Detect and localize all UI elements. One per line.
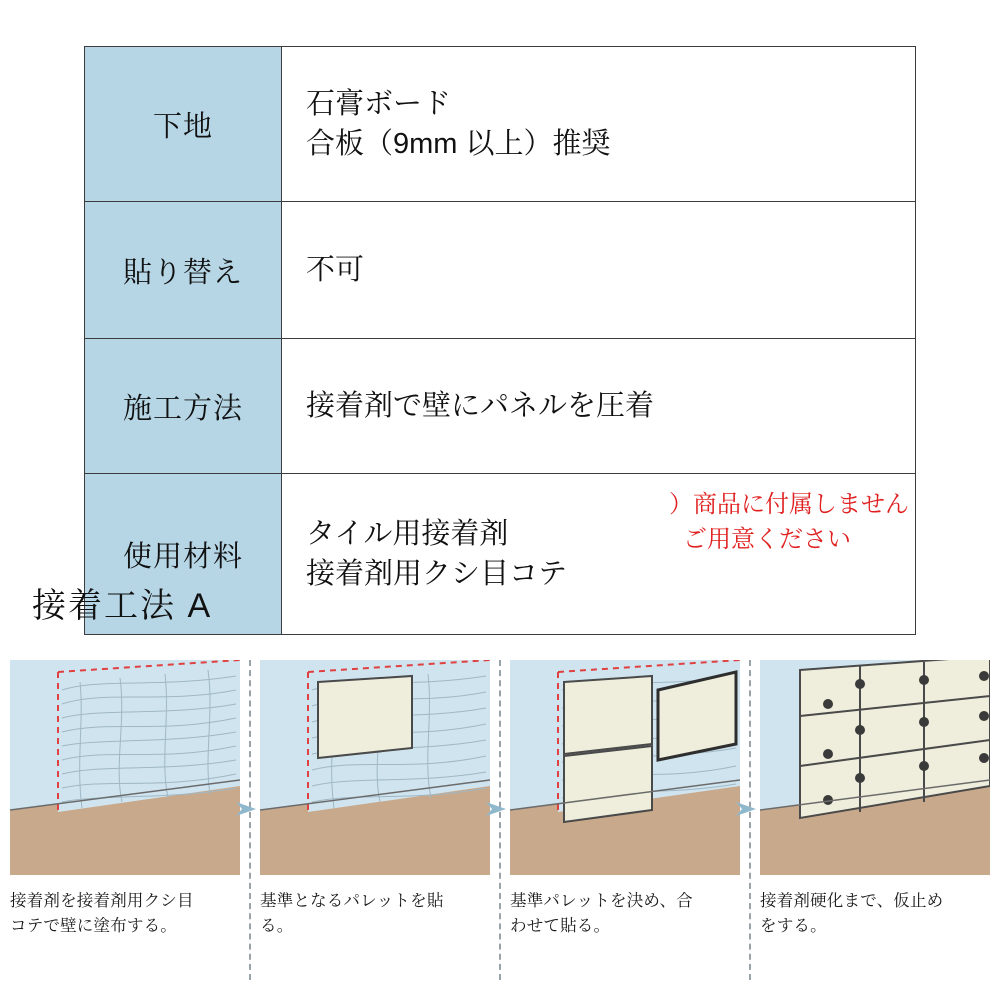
step-divider-2 — [490, 660, 510, 980]
materials-note-line1: ）商品に付属しません — [669, 491, 909, 518]
step-1-caption-line1: 接着剤を接着剤用クシ目 — [10, 892, 194, 910]
step-2-figure — [260, 660, 490, 875]
step-3-caption-line2: わせて貼る。 — [510, 916, 611, 935]
step-2-caption — [260, 889, 490, 939]
value-line: 接着剤用クシ目コテ — [306, 558, 568, 590]
step-4-caption-line2: をする。 — [760, 916, 827, 935]
row-label-substrate: 下地 — [85, 47, 282, 202]
row-value-method — [282, 339, 916, 474]
row-label-method: 施工方法 — [85, 339, 282, 474]
step-1-figure — [10, 660, 240, 875]
step-2-caption-line1: 基準となるパレットを貼 — [260, 892, 444, 910]
row-label-replacement: 貼り替え — [85, 202, 282, 339]
aligning-panels-illustration — [510, 660, 740, 875]
value-line: 合板（9mm 以上）推奨 — [306, 128, 611, 160]
step-4 — [760, 660, 990, 980]
step-divider-1 — [240, 660, 260, 980]
step-4-figure — [760, 660, 990, 875]
steps-strip — [10, 660, 990, 980]
materials-note-line2: ご用意ください — [683, 525, 851, 553]
spec-table — [84, 46, 916, 635]
value-line: 不可 — [306, 253, 365, 286]
section-title: 接着工法 A — [32, 587, 213, 625]
step-4-caption — [760, 889, 990, 939]
step-1-caption-line2: コテで壁に塗布する。 — [10, 916, 177, 935]
divider-line — [749, 660, 751, 980]
divider-line — [249, 660, 251, 980]
table-row — [85, 339, 916, 474]
table-row — [85, 47, 916, 202]
materials-note — [669, 488, 909, 558]
step-1 — [10, 660, 240, 980]
step-3-caption — [510, 889, 740, 939]
step-2-caption-line2: る。 — [260, 916, 294, 935]
table-row — [85, 202, 916, 339]
value-line: 接着剤で壁にパネルを圧着 — [306, 389, 655, 422]
divider-line — [499, 660, 501, 980]
step-3 — [510, 660, 740, 980]
row-value-materials — [282, 474, 916, 635]
row-value-substrate — [282, 47, 916, 202]
first-panel-illustration — [260, 660, 490, 875]
step-4-caption-line1: 接着剤硬化まで、仮止め — [760, 892, 944, 910]
step-divider-3 — [740, 660, 760, 980]
row-value-replacement — [282, 202, 916, 339]
step-2 — [260, 660, 490, 980]
step-3-figure — [510, 660, 740, 875]
temporary-fixing-illustration — [760, 660, 990, 875]
value-line: 石膏ボード — [306, 87, 452, 120]
adhesive-spread-illustration — [10, 660, 240, 875]
value-line: タイル用接着剤 — [306, 517, 509, 550]
row-label-materials: 使用材料 — [85, 474, 282, 635]
step-3-caption-line1: 基準パレットを決め、合 — [510, 892, 693, 910]
step-1-caption — [10, 889, 240, 939]
